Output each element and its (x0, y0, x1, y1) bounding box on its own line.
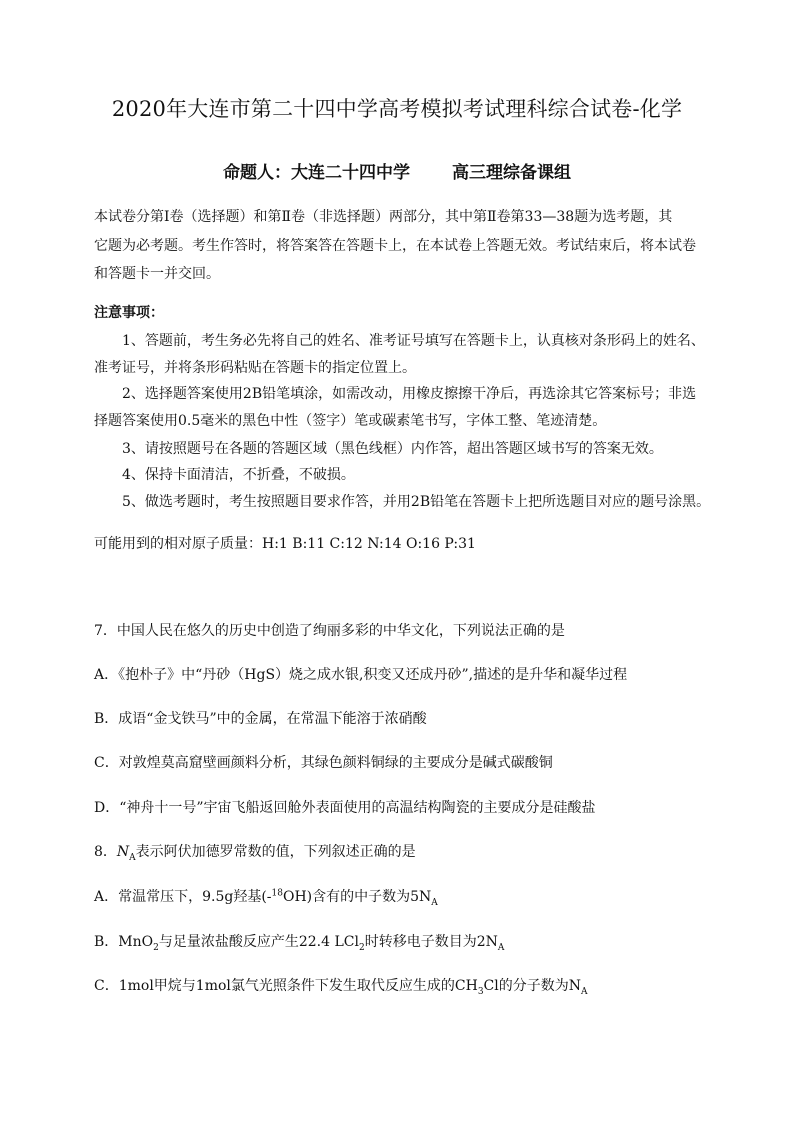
q8-c-subscript-2: A (581, 986, 588, 997)
author-group: 高三理综备课组 (452, 163, 571, 183)
q8-option-a (94, 886, 714, 906)
q8-b-text-1: B．MnO (94, 934, 154, 950)
q8-b-subscript-2: 2 (358, 942, 365, 953)
q7-stem: 7．中国人民在悠久的历史中创造了绚丽多彩的中华文化，下列说法正确的是 (94, 623, 565, 639)
notice-line-4: 择题答案使用0.5毫米的黑色中性（签字）笔或碳素笔书写，字体工整、笔迹清楚。 (94, 413, 607, 429)
q7-option-d: D．“神舟十一号”宇宙飞船返回舱外表面使用的高温结构陶瓷的主要成分是硅酸盐 (94, 800, 596, 816)
q8-option-b (94, 931, 714, 951)
avogadro-subscript: A (129, 852, 136, 863)
q8-c-subscript-1: 3 (477, 986, 484, 997)
q8-stem-text: 表示阿伏加德罗常数的值，下列叙述正确的是 (135, 844, 416, 860)
notice-line-2: 准考证号，并将条形码粘贴在答题卡的指定位置上。 (94, 360, 416, 376)
intro-line-2: 它题为必考题。考生作答时，将答案答在答题卡上，在本试卷上答题无效。考试结束后，将本试卷 (94, 238, 696, 254)
atomic-mass-line: 可能用到的相对原子质量：H:1 B:11 C:12 N:14 O:16 P:31 (94, 536, 476, 552)
notice-line-5: 3、请按照题号在各题的答题区域（黑色线框）内作答，超出答题区域书写的答案无效。 (122, 441, 663, 457)
q8-a-subscript: A (431, 897, 438, 908)
q8-a-superscript: 18 (271, 888, 283, 899)
notice-line-3: 2、选择题答案使用2B铅笔填涂，如需改动，用橡皮擦擦干净后，再选涂其它答案标号；非选 (122, 386, 697, 402)
q8-c-text-2: Cl的分子数为N (483, 978, 581, 994)
q8-b-text-2: 与足量浓盐酸反应产生22.4 LCl (158, 934, 359, 950)
q8-number: 8． (94, 844, 117, 860)
author-line (0, 158, 794, 183)
notice-line-7: 5、做选考题时，考生按照题目要求作答，并用2B铅笔在答题卡上把所选题目对应的题号涂黑。 (122, 494, 711, 510)
notice-heading: 注意事项： (94, 305, 164, 321)
q7-option-c: C．对敦煌莫高窟壁画颜料分析，其绿色颜料铜绿的主要成分是碱式碳酸铜 (94, 755, 553, 771)
q8-c-text-1: C．1mol甲烷与1mol氯气光照条件下发生取代反应生成的CH (94, 978, 478, 994)
q8-b-subscript-3: A (497, 942, 505, 953)
q8-a-text-2: OH)含有的中子数为5N (282, 889, 432, 905)
q8-a-text-1: A．常温常压下，9.5g羟基(- (94, 889, 272, 905)
q8-b-text-3: 时转移电子数目为2N (364, 934, 498, 950)
notice-line-6: 4、保持卡面清洁，不折叠，不破损。 (122, 467, 355, 483)
q7-option-a: A．《抱朴子》中“丹砂（HgS）烧之成水银,积变又还成丹砂”,描述的是升华和凝华过程 (94, 667, 628, 683)
intro-line-3: 和答题卡一并交回。 (94, 266, 220, 282)
avogadro-symbol: N (116, 844, 130, 860)
q8-stem (94, 841, 714, 861)
q7-option-b: B．成语“金戈铁马”中的金属，在常温下能溶于浓硝酸 (94, 711, 427, 727)
q8-option-c (94, 975, 714, 995)
notice-line-1: 1、答题前，考生务必先将自己的姓名、准考证号填写在答题卡上，认真核对条形码上的姓名、 (122, 333, 705, 349)
author-label: 命题人：大连二十四中学 (223, 163, 410, 183)
q8-b-subscript-1: 2 (153, 942, 159, 953)
page-title: 2020年大连市第二十四中学高考模拟考试理科综合试卷-化学 (111, 97, 683, 121)
intro-line-1: 本试卷分第Ⅰ卷（选择题）和第Ⅱ卷（非选择题）两部分，其中第Ⅱ卷第33—38题为选考题，其 (94, 209, 673, 225)
